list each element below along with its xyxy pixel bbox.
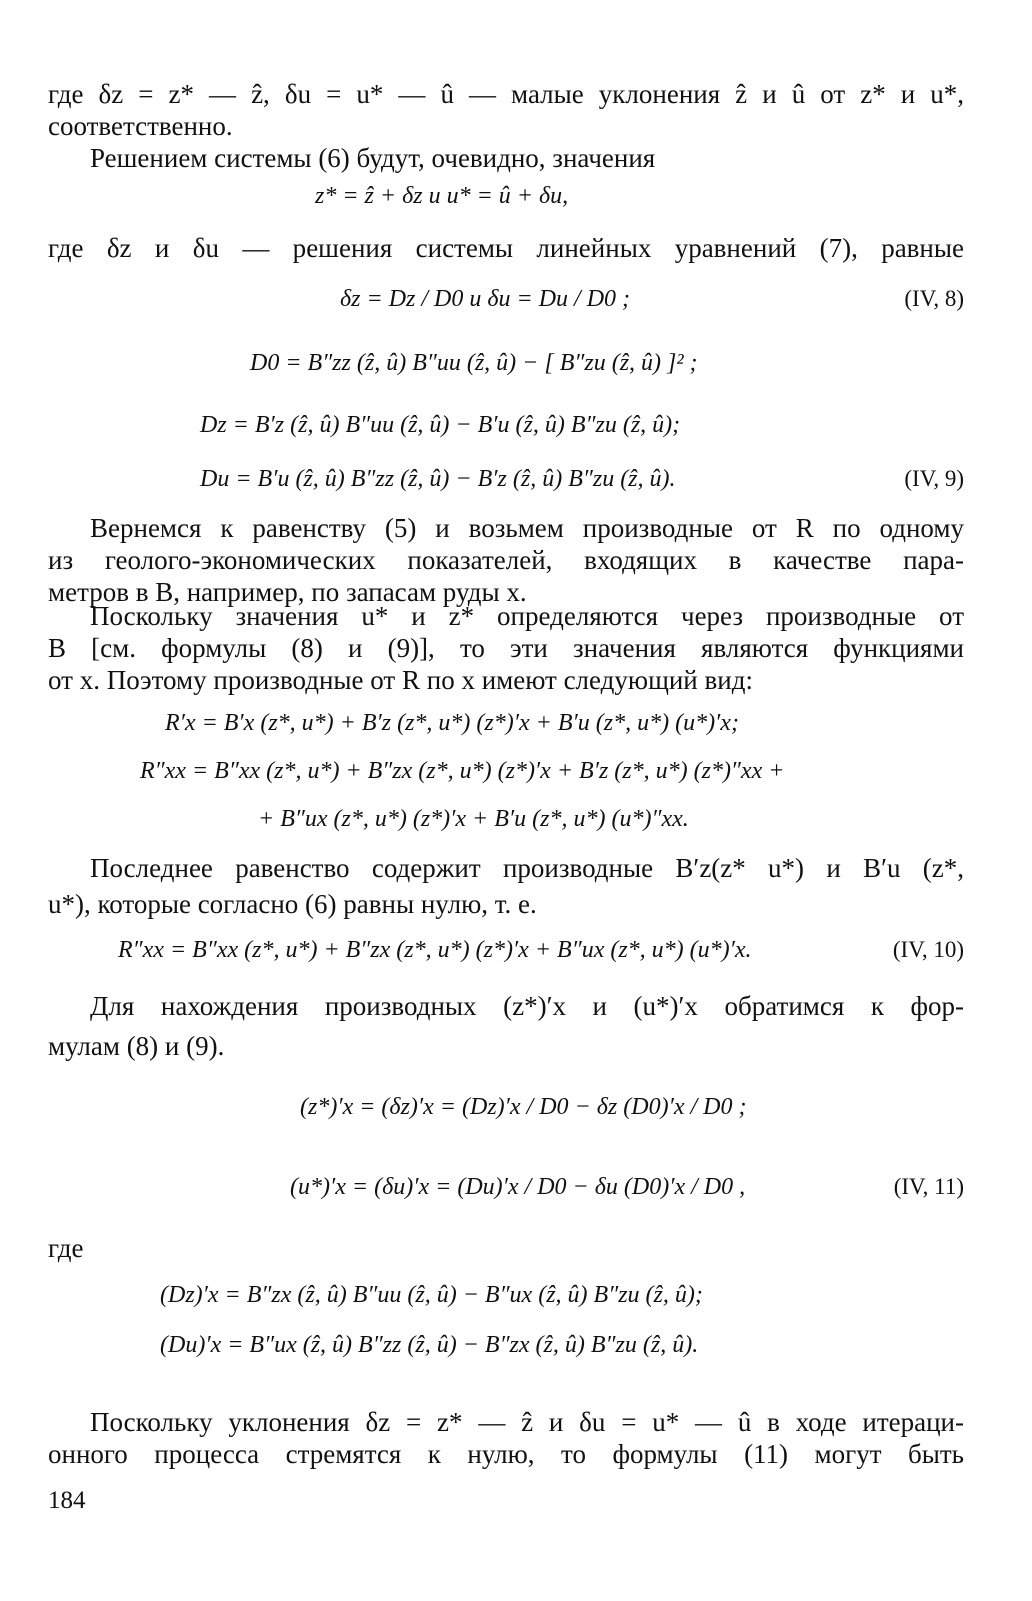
paragraph-line: мулам (8) и (9). (48, 1031, 225, 1061)
paragraph-line: где (48, 1233, 84, 1263)
paragraph-line: Поскольку значения u* и z* определяются через производные от (90, 601, 964, 631)
paragraph-line: Решением системы (6) будут, очевидно, значения (90, 143, 656, 173)
equation-number: (IV, 8) (904, 286, 964, 311)
equation-deltas: δz = Dz / D0 и δu = Du / D0 ; (340, 286, 631, 312)
paragraph-line: соответственно. (48, 111, 233, 141)
equation-dzx: (Dz)′x = B″zx (ẑ, û) B″uu (ẑ, û) − B″ux (ẑ, û) B″zu (ẑ, û); (160, 1282, 703, 1308)
equation-number: (IV, 9) (904, 466, 964, 491)
paragraph-line: метров в B, например, по запасам руды x. (48, 577, 527, 607)
equation-rxx-final: R″xx = B″xx (z*, u*) + B″zx (z*, u*) (z*)′x + B″ux (z*, u*) (u*)′x. (118, 937, 752, 963)
page-number: 184 (48, 1487, 86, 1514)
equation-rxx-line1: R″xx = B″xx (z*, u*) + B″zx (z*, u*) (z*)′x + B′z (z*, u*) (z*)″xx + (140, 758, 785, 784)
equation-d0: D0 = B″zz (ẑ, û) B″uu (ẑ, û) − [ B″zu (ẑ, û) ]² ; (250, 350, 698, 376)
equation-rx: R′x = B′x (z*, u*) + B′z (z*, u*) (z*)′x + B′u (z*, u*) (u*)′x; (165, 710, 739, 736)
paragraph-line: где δz и δu — решения системы линейных уравнений (7), равные (48, 233, 964, 263)
paragraph-line: из геолого-экономических показателей, входящих в качестве пара- (48, 545, 964, 575)
equation-du: Du = B′u (ẑ, û) B″zz (ẑ, û) − B′z (ẑ, û) B″zu (ẑ, û). (200, 466, 676, 492)
equation-number: (IV, 11) (893, 1174, 964, 1199)
equation-rxx-line2: + B″ux (z*, u*) (z*)′x + B′u (z*, u*) (u*)″xx. (258, 806, 689, 832)
paragraph-line: Для нахождения производных (z*)′x и (u*)′x обратимся к фор- (90, 991, 964, 1021)
paragraph-line: Вернемся к равенству (5) и возьмем производные от R по одному (90, 513, 964, 543)
paragraph-line: онного процесса стремятся к нулю, то формулы (11) могут быть (48, 1439, 964, 1469)
paragraph-line: Поскольку уклонения δz = z* — ẑ и δu = u* — û в ходе итераци- (90, 1407, 964, 1437)
paragraph-line: от x. Поэтому производные от R по x имеют следующий вид: (48, 665, 753, 695)
paragraph-line: u*), которые согласно (6) равны нулю, т. е. (48, 889, 537, 919)
equation-ux: (u*)′x = (δu)′x = (Du)′x / D0 − δu (D0)′x / D0 , (290, 1174, 746, 1200)
paragraph-line: Последнее равенство содержит производные B′z(z* u*) и B′u (z*, (90, 853, 964, 883)
paragraph-line: B [см. формулы (8) и (9)], то эти значения являются функциями (48, 633, 964, 663)
equation-number: (IV, 10) (892, 937, 964, 962)
equation-solution: z* = ẑ + δz и u* = û + δu, (315, 183, 569, 209)
paragraph-line: где δz = z* — ẑ, δu = u* — û — малые уклонения ẑ и û от z* и u*, (48, 79, 964, 109)
equation-zx: (z*)′x = (δz)′x = (Dz)′x / D0 − δz (D0)′x / D0 ; (300, 1094, 747, 1120)
equation-dz: Dz = B′z (ẑ, û) B″uu (ẑ, û) − B′u (ẑ, û) B″zu (ẑ, û); (200, 412, 681, 438)
equation-dux: (Du)′x = B″ux (ẑ, û) B″zz (ẑ, û) − B″zx (ẑ, û) B″zu (ẑ, û). (160, 1332, 699, 1358)
